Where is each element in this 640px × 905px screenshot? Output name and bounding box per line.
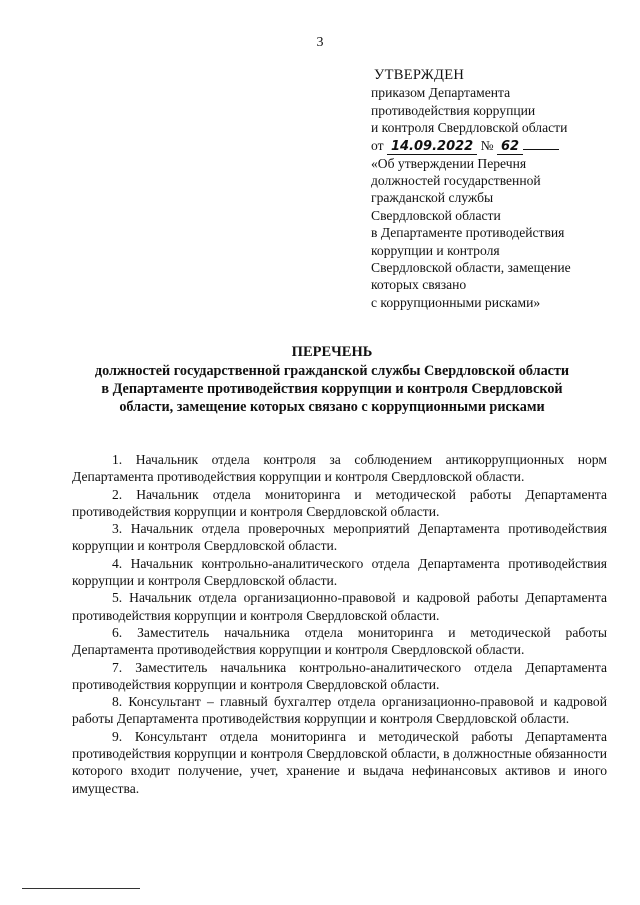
positions-list [72, 451, 607, 797]
list-item: 8. Консультант – главный бухгалтер отдела организационно-правовой и кадровой работы Департамента противодействия коррупции и контроля Свердловской области. [72, 694, 607, 727]
approval-line: и контроля Свердловской области [371, 120, 568, 136]
list-item: 1. Начальник отдела контроля за соблюдением антикоррупционных норм Департамента противодействия коррупции и контроля Свердловской области. [72, 452, 607, 485]
approval-subject-line: с коррупционными рисками» [371, 294, 541, 310]
approval-line: противодействия коррупции [371, 102, 536, 118]
title-line: должностей государственной гражданской службы Свердловской области [94, 363, 570, 379]
approval-date-line [371, 137, 611, 155]
approval-line: приказом Департамента [371, 85, 511, 101]
title-line: области, замещение которых связано с коррупционными рисками [119, 399, 545, 415]
number-blank-line [523, 149, 559, 150]
approval-subject-line: в Департаменте противодействия [371, 225, 565, 241]
approval-subject-line: коррупции и контроля [371, 242, 500, 258]
approval-subject-line: «Об утверждении Перечня [371, 155, 527, 171]
document-title [62, 343, 602, 416]
list-item: 2. Начальник отдела мониторинга и методической работы Департамента противодействия коррупции и контроля Свердловской области. [72, 486, 607, 519]
list-item: 6. Заместитель начальника отдела мониторинга и методической работы Департамента противодействия коррупции и контроля Свердловской области. [72, 624, 607, 658]
title-line: в Департаменте противодействия коррупции и контроля Свердловской [101, 381, 563, 397]
approval-subject-line: которых связано [371, 277, 467, 293]
approval-subject-line: гражданской службы [371, 190, 494, 206]
page-number: 3 [316, 35, 324, 50]
handwritten-date: 14.09.2022 [387, 140, 477, 155]
handwritten-number: 62 [497, 140, 523, 155]
approval-subject-line: Свердловской области [371, 207, 501, 223]
date-prefix: от [371, 137, 384, 153]
footnote-divider [22, 888, 140, 889]
list-item: 3. Начальник отдела проверочных мероприятий Департамента противодействия коррупции и контроля Свердловской области. [72, 521, 607, 554]
approval-heading: УТВЕРЖДЕН [374, 67, 465, 83]
list-item: 7. Заместитель начальника контрольно-аналитического отдела Департамента противодействия коррупции и контроля Свердловской области. [72, 659, 607, 692]
list-item: 4. Начальник контрольно-аналитического отдела Департамента противодействия коррупции и контроля Свердловской области. [72, 555, 607, 589]
approval-subject-line: Свердловской области, замещение [371, 260, 571, 276]
approval-block [371, 67, 611, 311]
list-item: 5. Начальник отдела организационно-правовой и кадровой работы Департамента противодействия коррупции и контроля Свердловской области. [72, 590, 607, 623]
number-prefix: № [480, 137, 494, 153]
title-main: ПЕРЕЧЕНЬ [291, 344, 373, 360]
list-item: 9. Консультант отдела мониторинга и методической работы Департамента противодействия коррупции и контроля Свердловской области, в должностные обязанности которого входит получение, учет, хранение и выдача нефинансовых активов и иного имущества. [72, 728, 607, 796]
approval-subject-line: должностей государственной [371, 173, 541, 189]
